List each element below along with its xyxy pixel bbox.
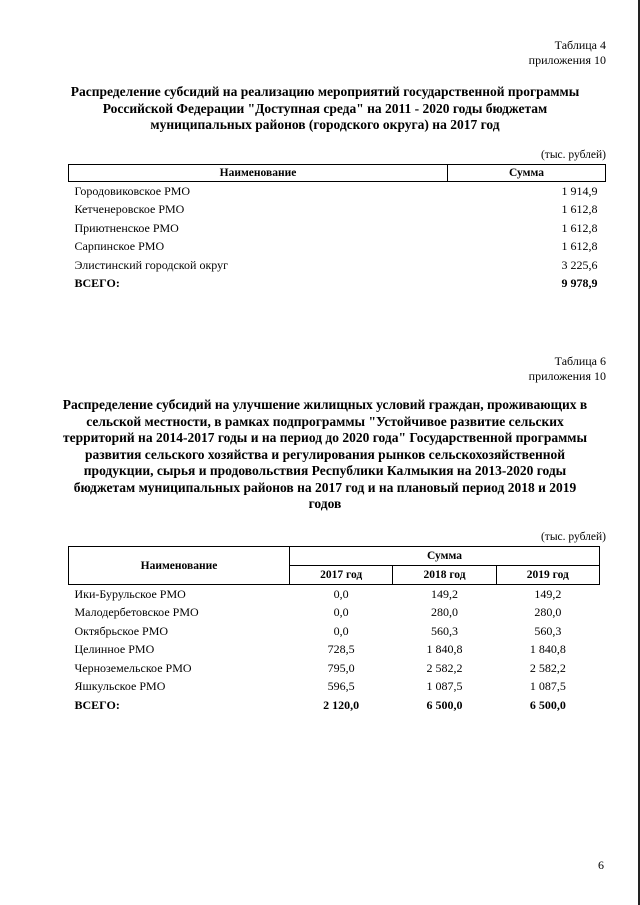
- table4-row-sum: 1 612,8: [561, 220, 598, 235]
- table-row: [69, 678, 600, 697]
- table-row: [69, 622, 600, 641]
- table6-title: Распределение субсидий на улучшение жилищных условий граждан, проживающих в сельской местности, в рамках подпрограммы "Устойчивое развитие сельских территорий на 2014-2017 годы и на период до 2020 года" Государственной программы развития сельского хозяйства и регулирования рынков сельскохозяйственной продукции, сырья и продовольствия Республики Калмыкия на 2013-2020 годы бюджетам муниципальных районов на 2017 год и на плановый период 2018 и 2019 годов: [62, 397, 588, 511]
- table6-header-row-1: [69, 547, 600, 566]
- table6-annex-line2: приложения 10: [528, 369, 606, 383]
- table6-row-name: Октябрьское РМО: [74, 623, 169, 638]
- table-row: [69, 182, 606, 201]
- table6-row-2019: 560,3: [534, 623, 562, 638]
- table6-row-2019: 280,0: [534, 605, 562, 620]
- table6-row-2019: 149,2: [534, 586, 562, 601]
- table-row: [69, 641, 600, 660]
- table6-row-2019: 2 582,2: [529, 660, 566, 675]
- table6-header-2018: 2018 год: [393, 566, 496, 585]
- table6-row-2017: 596,5: [327, 679, 355, 694]
- table6-row-name: Яшкульское РМО: [74, 679, 166, 694]
- table4-total-row: [69, 275, 606, 294]
- table6-row-2018: 2 582,2: [426, 660, 463, 675]
- table6-header-sum: Сумма: [290, 547, 600, 566]
- table6-row-2018: 1 087,5: [426, 679, 463, 694]
- table4: [68, 164, 606, 293]
- table6-annex-label: [529, 354, 606, 384]
- table4-row-name: Сарпинское РМО: [74, 239, 165, 254]
- table4-row-name: Кетченеровское РМО: [74, 202, 185, 217]
- table4-row-name: Приютненское РМО: [74, 220, 179, 235]
- table6-row-2019: 1 840,8: [529, 642, 566, 657]
- table6-units: (тыс. рублей): [540, 531, 606, 543]
- table-row: [69, 604, 600, 623]
- table4-total-sum: 9 978,9: [561, 276, 598, 291]
- table6-header-name: Наименование: [69, 547, 290, 585]
- table6-row-2017: 0,0: [333, 586, 349, 601]
- table-row: [69, 219, 606, 238]
- table6-row-2018: 1 840,8: [426, 642, 463, 657]
- table6-row-2017: 0,0: [333, 623, 349, 638]
- table6-total-row: [69, 696, 600, 715]
- table4-annex-line2: приложения 10: [528, 53, 606, 67]
- table4-total-name: ВСЕГО:: [74, 276, 120, 291]
- table6-header-2019: 2019 год: [496, 566, 599, 585]
- page-number: 6: [598, 858, 604, 872]
- table6-row-2018: 149,2: [430, 586, 458, 601]
- table-row: [69, 201, 606, 220]
- table4-row-name: Элистинский городской округ: [74, 257, 229, 272]
- table6-total-2017: 2 120,0: [323, 697, 360, 712]
- table6-row-2018: 280,0: [430, 605, 458, 620]
- table4-units: (тыс. рублей): [540, 149, 606, 161]
- table4-annex-line1: Таблица 4: [554, 38, 606, 52]
- table-row: [69, 659, 600, 678]
- table4-row-sum: 1 612,8: [561, 239, 598, 254]
- table-row: [69, 238, 606, 257]
- table4-header-row: [69, 165, 606, 182]
- table6: [68, 546, 600, 715]
- table6-total-2019: 6 500,0: [529, 697, 566, 712]
- table6-annex-line1: Таблица 6: [554, 354, 606, 368]
- table4-header-sum: Сумма: [448, 165, 606, 182]
- table4-row-sum: 1 612,8: [561, 202, 598, 217]
- table6-total-2018: 6 500,0: [426, 697, 463, 712]
- table6-row-2017: 728,5: [327, 642, 355, 657]
- table6-row-name: Целинное РМО: [74, 642, 155, 657]
- table4-row-sum: 1 914,9: [561, 183, 598, 198]
- table6-row-name: Малодербетовское РМО: [74, 605, 199, 620]
- table6-total-name: ВСЕГО:: [74, 697, 120, 712]
- table4-row-name: Городовиковское РМО: [74, 183, 191, 198]
- table6-row-name: Черноземельское РМО: [74, 660, 192, 675]
- table6-row-name: Ики-Бурульское РМО: [74, 586, 186, 601]
- table6-row-2017: 0,0: [333, 605, 349, 620]
- table6-row-2019: 1 087,5: [529, 679, 566, 694]
- table6-row-2017: 795,0: [327, 660, 355, 675]
- table4-annex-label: [529, 38, 606, 68]
- table6-header-2017: 2017 год: [290, 566, 393, 585]
- table-row: [69, 256, 606, 275]
- table6-row-2018: 560,3: [430, 623, 458, 638]
- table4-title: Распределение субсидий на реализацию мероприятий государственной программы Российской Федерации "Доступная среда" на 2011 - 2020 годы бюджетам муниципальных районов (городского округа) на 2017 год: [70, 84, 580, 132]
- table-row: [69, 585, 600, 604]
- table4-row-sum: 3 225,6: [561, 257, 598, 272]
- table4-header-name: Наименование: [69, 165, 448, 182]
